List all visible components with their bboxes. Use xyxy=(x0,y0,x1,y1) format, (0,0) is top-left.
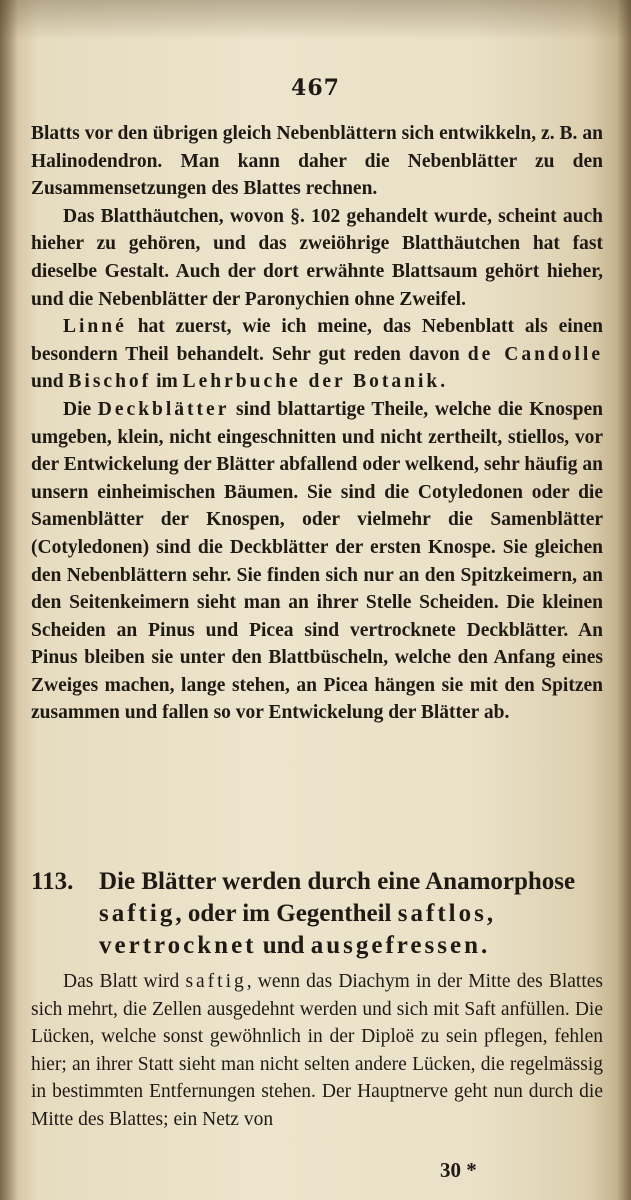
paragraph-blatthaeutchen: Das Blatthäutchen, wovon §. 102 gehandelt wurde, scheint auch hieher zu gehören, und das zweiöhrige Blatthäutchen hat fast dieselbe Gestalt. Auch der dort erwähnte Blattsaum gehört hieher, und die Nebenblätter der Paronychien ohne Zweifel. xyxy=(31,205,603,310)
paragraph-saftig xyxy=(31,968,603,1134)
paragraph-linne-text-3: im xyxy=(151,371,183,393)
paragraph-continuation: Blatts vor den übrigen gleich Nebenblättern sich entwikkeln, z. B. an Halinodendron. Man kann daher die Nebenblätter zu den Zusammensetzungen des Blattes rechnen. xyxy=(31,123,603,200)
section-title xyxy=(99,866,603,962)
paragraph-deck-text: sind blattartige Theile, welche die Knospen umgeben, klein, nicht eingeschnitten und nicht zertheilt, stiellos, vor der Entwickelung der Blätter abfallend oder welkend, sehr häufig an unsern einheimischen Bäumen. Sie sind die Cotyledonen oder die Samenblätter der Knospen, oder vielmehr die Samenblätter (Cotyledonen) sind die Deckblätter der ersten Knospe. Sie gleichen den Nebenblättern sehr. Sie finden sich nur an den Spitzkeimern, an den Seitenkeimern sieht man an ihrer Stelle Scheiden. Die kleinen Scheiden an Pinus und Picea sind vertrocknete Deckblätter. An Pinus bleiben sie unter den Blattbüscheln, welche den Anfang eines Zweiges machen, lange stehen, an Picea hängen sie mit den Spitzen zusammen und fallen so vor Entwickelung der Blätter ab. xyxy=(31,398,603,724)
signature-mark: 30 * xyxy=(440,1158,477,1182)
page-top-shadow xyxy=(0,0,631,40)
section-number: 113. xyxy=(31,868,74,895)
section-title-part-5: . xyxy=(480,932,488,959)
page-number: 467 xyxy=(291,75,340,101)
page-left-shadow xyxy=(0,0,18,1200)
section-title-part-2: , oder im Gegentheil xyxy=(175,900,398,927)
paragraph-deck-intro: Die xyxy=(63,398,98,420)
section-heading xyxy=(31,866,603,962)
paragraph-bottom-intro: Das Blatt wird xyxy=(63,971,186,992)
paragraph-linne-text-1: hat zuerst, wie ich meine, das Nebenblatt als einen besondern Theil behandelt. Sehr gut reden davon xyxy=(31,316,603,365)
section-title-part-4: und xyxy=(256,932,311,959)
name-de-candolle: de Candolle xyxy=(467,343,603,365)
section-title-saftig: saftig xyxy=(99,900,176,927)
paragraph-linne-text-2: und xyxy=(31,371,69,393)
body-text-bottom xyxy=(31,968,603,1134)
section-title-saftlos: saftlos xyxy=(397,900,487,927)
paragraph-linne xyxy=(31,313,603,396)
term-saftig: saftig xyxy=(185,971,247,992)
name-linne: Linné xyxy=(63,316,127,338)
section-title-ausgefressen: ausgefressen xyxy=(310,932,481,959)
body-text-top xyxy=(31,120,603,727)
paragraph-deckblaetter xyxy=(31,396,603,727)
title-lehrbuch: Lehrbuche der Botanik. xyxy=(182,371,449,393)
name-bischof: Bischof xyxy=(68,371,152,393)
paragraph-bottom-text: , wenn das Diachym in der Mitte des Blattes sich mehrt, die Zellen ausgedehnt werden und sich mit Saft anfüllen. Die Lücken, welche sonst gewöhnlich in der Diploë zu sein pflegen, fehlen hier; an ihrer Statt sieht man nicht selten andere Lücken, die regelmässig in bestimmten Entfernungen stehen. Der Hauptnerve geht nun durch die Mitte des Blattes; ein Netz von xyxy=(31,971,603,1130)
term-deckblaetter: Deckblätter xyxy=(97,398,230,420)
page-right-shadow xyxy=(617,0,631,1200)
section-title-part-3: , xyxy=(486,900,494,927)
section-title-vertrocknet: vertrocknet xyxy=(99,932,257,959)
section-title-part-1: Die Blätter werden durch eine Anamorphose xyxy=(99,868,576,895)
